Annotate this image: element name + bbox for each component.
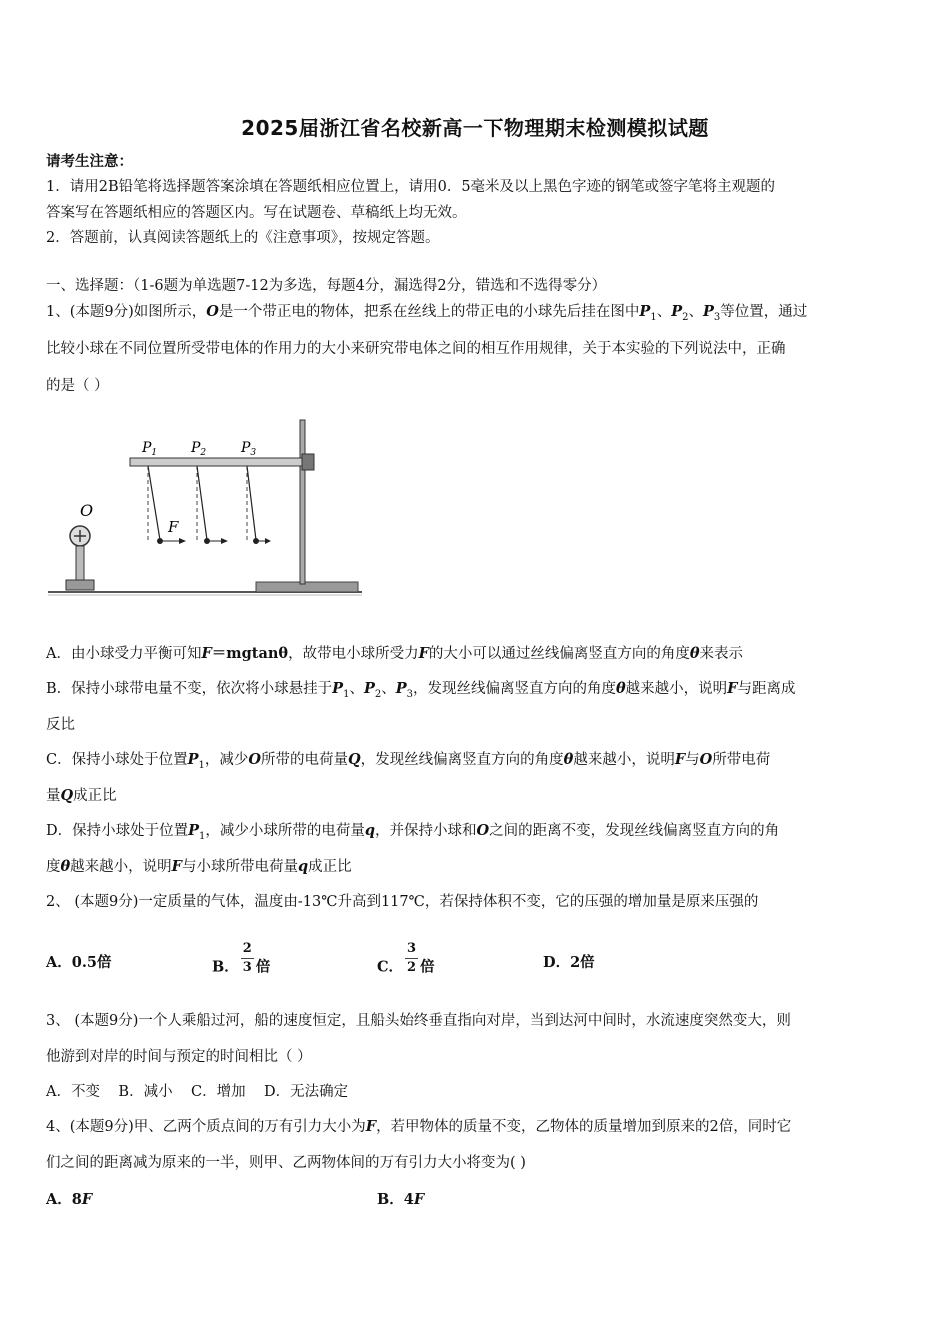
notice-line-2: 2．答题前，认真阅读答题纸上的《注意事项》，按规定答题。 — [46, 230, 440, 246]
label-P1: $P_1$ — [142, 440, 158, 458]
q1-option-d: D．保持小球处于位置$P_1$，减少小球所带的电荷量q，并保持小球和O之间的距离不变，发现丝线偏离竖直方向的角 — [46, 822, 780, 842]
q1-line-1: 1、(本题9分)如图所示，O是一个带正电的物体，把系在丝线上的带正电的小球先后挂在图中$P_1$、$P_2$、$P_3$等位置，通过 — [46, 303, 808, 323]
notice-line-1b: 答案写在答题纸相应的答题区内。写在试题卷、草稿纸上均无效。 — [46, 205, 467, 221]
label-P2: $P_2$ — [191, 440, 207, 458]
q1-option-b: B．保持小球带电量不变，依次将小球悬挂于$P_1$、$P_2$、$P_3$，发现丝线偏离竖直方向的角度θ越来越小，说明F与距离成 — [46, 680, 796, 700]
pendulum-figure — [44, 408, 374, 603]
q1-option-d-cont: 度θ越来越小，说明F与小球所带电荷量q成正比 — [46, 858, 352, 875]
label-F: F — [168, 518, 179, 536]
q2-stem: 2、 (本题9分)一定质量的气体，温度由-13℃升高到117℃，若保持体积不变，它的压强的增加量是原来压强的 — [46, 894, 759, 910]
q1-option-c: C．保持小球处于位置$P_1$，减少O所带的电荷量Q，发现丝线偏离竖直方向的角度θ越来越小，说明F与O所带电荷 — [46, 751, 771, 771]
q2-option-b: B． $\frac{2}{3}$ 倍 — [212, 941, 271, 976]
q4-option-b: B．4F — [377, 1191, 425, 1208]
q4-line-2: 们之间的距离减为原来的一半，则甲、乙两物体间的万有引力大小将变为( ) — [46, 1155, 526, 1171]
q3-line-1: 3、 (本题9分)一个人乘船过河，船的速度恒定，且船头始终垂直指向对岸，当到达河中间时，水流速度突然变大，则 — [46, 1013, 791, 1029]
q2-option-a: A．0.5倍 — [46, 954, 112, 971]
section-heading: 一、选择题：（1-6题为单选题7-12为多选，每题4分，漏选得2分，错选和不选得零分） — [46, 278, 607, 294]
q1-line-3: 的是（ ） — [46, 378, 109, 394]
q4-option-a: A．8F — [46, 1191, 93, 1208]
q3-line-2: 他游到对岸的时间与预定的时间相比（ ） — [46, 1049, 312, 1065]
q3-options: A．不变 B．减小 C．增加 D．无法确定 — [46, 1084, 349, 1100]
label-O: O — [80, 501, 94, 520]
q2-option-c: C． $\frac{3}{2}$ 倍 — [377, 941, 435, 976]
q1-option-c-cont: 量Q成正比 — [46, 787, 117, 804]
q2-option-d: D．2倍 — [543, 954, 595, 971]
q1-option-a: A．由小球受力平衡可知F＝mgtanθ，故带电小球所受力F的大小可以通过丝线偏离竖直方向的角度θ来表示 — [46, 645, 744, 662]
q4-line-1: 4、(本题9分)甲、乙两个质点间的万有引力大小为F，若甲物体的质量不变，乙物体的质量增加到原来的2倍，同时它 — [46, 1118, 792, 1135]
q1-option-b-cont: 反比 — [46, 717, 75, 733]
q1-line-2: 比较小球在不同位置所受带电体的作用力的大小来研究带电体之间的相互作用规律，关于本实验的下列说法中，正确 — [46, 341, 786, 357]
notice-line-1a: 1．请用2B铅笔将选择题答案涂填在答题纸相应位置上，请用0．5毫米及以上黑色字迹的钢笔或签字笔将主观题的 — [46, 179, 776, 195]
notice-heading: 请考生注意： — [46, 153, 133, 170]
page-title: 2025届浙江省名校新高一下物理期末检测模拟试题 — [241, 116, 709, 140]
label-P3: $P_3$ — [241, 440, 257, 458]
